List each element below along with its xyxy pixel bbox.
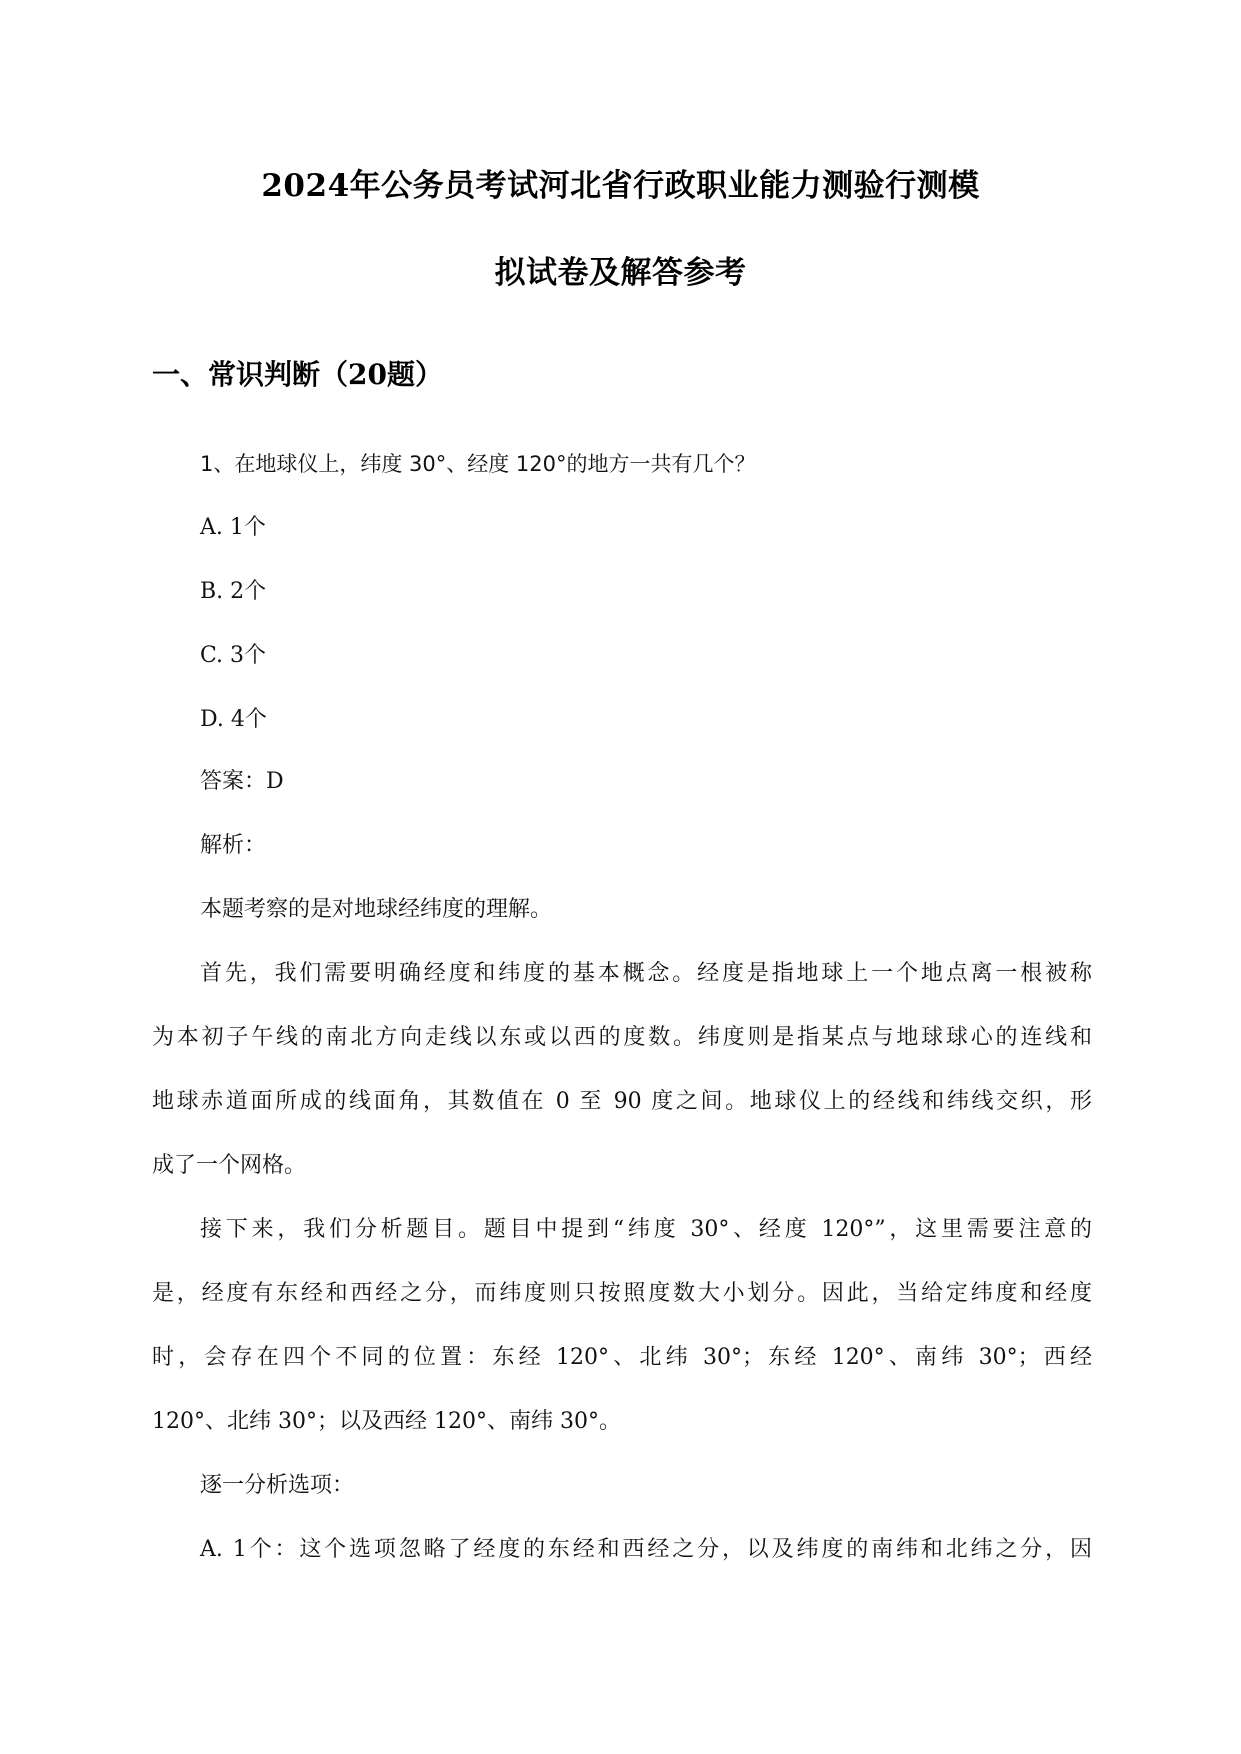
analysis-paragraph-line: 时，会存在四个不同的位置：东经 120°、北纬 30°；东经 120°、南纬 30°；西经 <box>152 1345 1092 1370</box>
analysis-paragraph-line: 地球赤道面所成的线面角，其数值在 0 至 90 度之间。地球仪上的经线和纬线交织，形 <box>152 1089 1092 1114</box>
analysis-paragraph-line: 成了一个网格。 <box>152 1153 307 1178</box>
question-text: 1、在地球仪上，纬度 30°、经度 120°的地方一共有几个？ <box>200 452 756 476</box>
analysis-paragraph-line: 为本初子午线的南北方向走线以东或以西的度数。纬度则是指某点与地球球心的连线和 <box>152 1025 1092 1050</box>
answer-text: 答案：D <box>200 769 284 794</box>
analysis-paragraph-line: 120°、北纬 30°；以及西经 120°、南纬 30°。 <box>152 1409 621 1434</box>
analysis-paragraph-line: 是，经度有东经和西经之分，而纬度则只按照度数大小划分。因此，当给定纬度和经度 <box>152 1281 1092 1306</box>
option-c: C. 3个 <box>200 643 267 668</box>
analysis-paragraph-line: 接下来，我们分析题目。题目中提到“纬度 30°、经度 120°”，这里需要注意的 <box>200 1217 1092 1242</box>
analysis-paragraph-line: A. 1个：这个选项忽略了经度的东经和西经之分，以及纬度的南纬和北纬之分，因 <box>200 1537 1092 1562</box>
document-title-line-2: 拟试卷及解答参考 <box>494 255 747 291</box>
section-heading: 一、常识判断（20题） <box>152 358 443 391</box>
option-a: A. 1个 <box>200 515 266 540</box>
option-b: B. 2个 <box>200 579 267 604</box>
analysis-paragraph-line: 逐一分析选项： <box>200 1473 355 1498</box>
document-title-line-1: 2024年公务员考试河北省行政职业能力测验行测模 <box>261 168 980 204</box>
analysis-paragraph-line: 本题考察的是对地球经纬度的理解。 <box>200 897 553 922</box>
analysis-label: 解析： <box>200 833 267 858</box>
analysis-paragraph-line: 首先，我们需要明确经度和纬度的基本概念。经度是指地球上一个地点离一根被称 <box>200 961 1092 986</box>
option-d: D. 4个 <box>200 707 267 732</box>
